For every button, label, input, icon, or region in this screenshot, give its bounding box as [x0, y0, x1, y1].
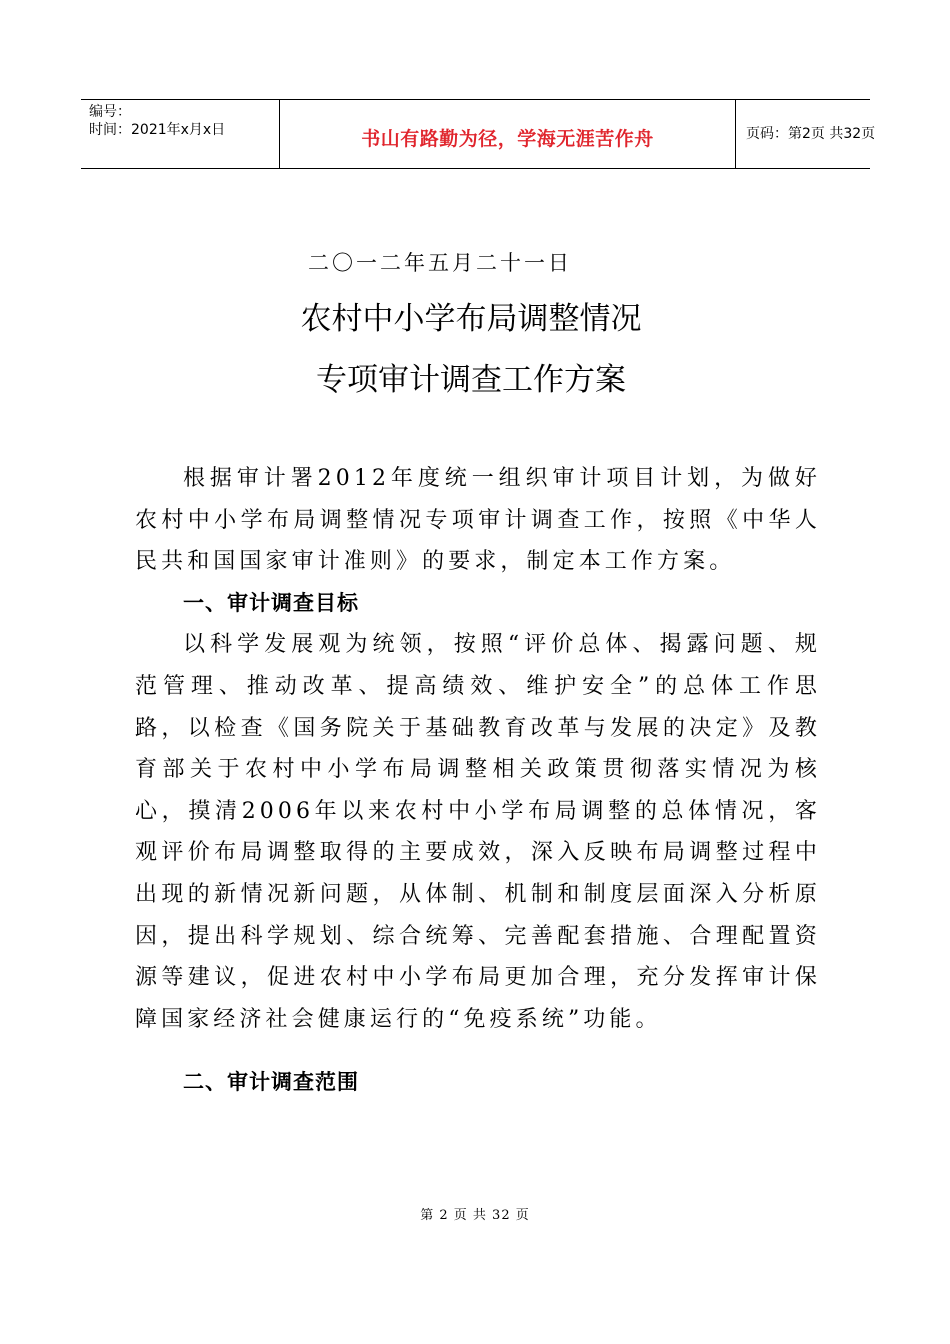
document-title-line1: 农村中小学布局调整情况: [300, 301, 642, 337]
time-label: 时间：2021年x月x日: [89, 122, 226, 138]
header-motto-cell: [280, 100, 736, 168]
number-label: 编号：: [89, 104, 131, 120]
document-date: 二〇一二年五月二十一日: [308, 251, 572, 275]
page-label: 页码：第2页 共32页: [746, 126, 876, 142]
header-info-cell: [81, 100, 280, 168]
section1-paragraph: 以科学发展观为统领，按照“评价总体、揭露问题、规范管理、推动改革、提高绩效、维护安全”的总体工作思路，以检查《国务院关于基础教育改革与发展的决定》及教育部关于农村中小学布局调整相关政策贯彻落实情况为核心，摸清2006年以来农村中小学布局调整的总体情况，客观评价布局调整取得的主要成效，深入反映布局调整过程中出现的新情况新问题，从体制、机制和制度层面深入分析原因，提出科学规划、综合统筹、完善配套措施、合理配置资源等建议，促进农村中小学布局更加合理，充分发挥审计保障国家经济社会健康运行的“免疫系统”功能。: [135, 632, 821, 1032]
intro-paragraph: 根据审计署2012年度统一组织审计项目计划，为做好农村中小学布局调整情况专项审计调查工作，按照《中华人民共和国国家审计准则》的要求，制定本工作方案。: [135, 466, 821, 575]
section1-heading: 一、审计调查目标: [183, 590, 359, 615]
header-table: [81, 99, 876, 169]
document-body: [135, 458, 821, 1104]
section2-heading: 二、审计调查范围: [183, 1070, 359, 1095]
page-footer: 第 2 页 共 32 页: [420, 1208, 530, 1223]
header-page-cell: [736, 100, 876, 168]
document-title-line2: 专项审计调查工作方案: [316, 362, 626, 398]
motto-text: 书山有路勤为径，学海无涯苦作舟: [361, 128, 654, 150]
